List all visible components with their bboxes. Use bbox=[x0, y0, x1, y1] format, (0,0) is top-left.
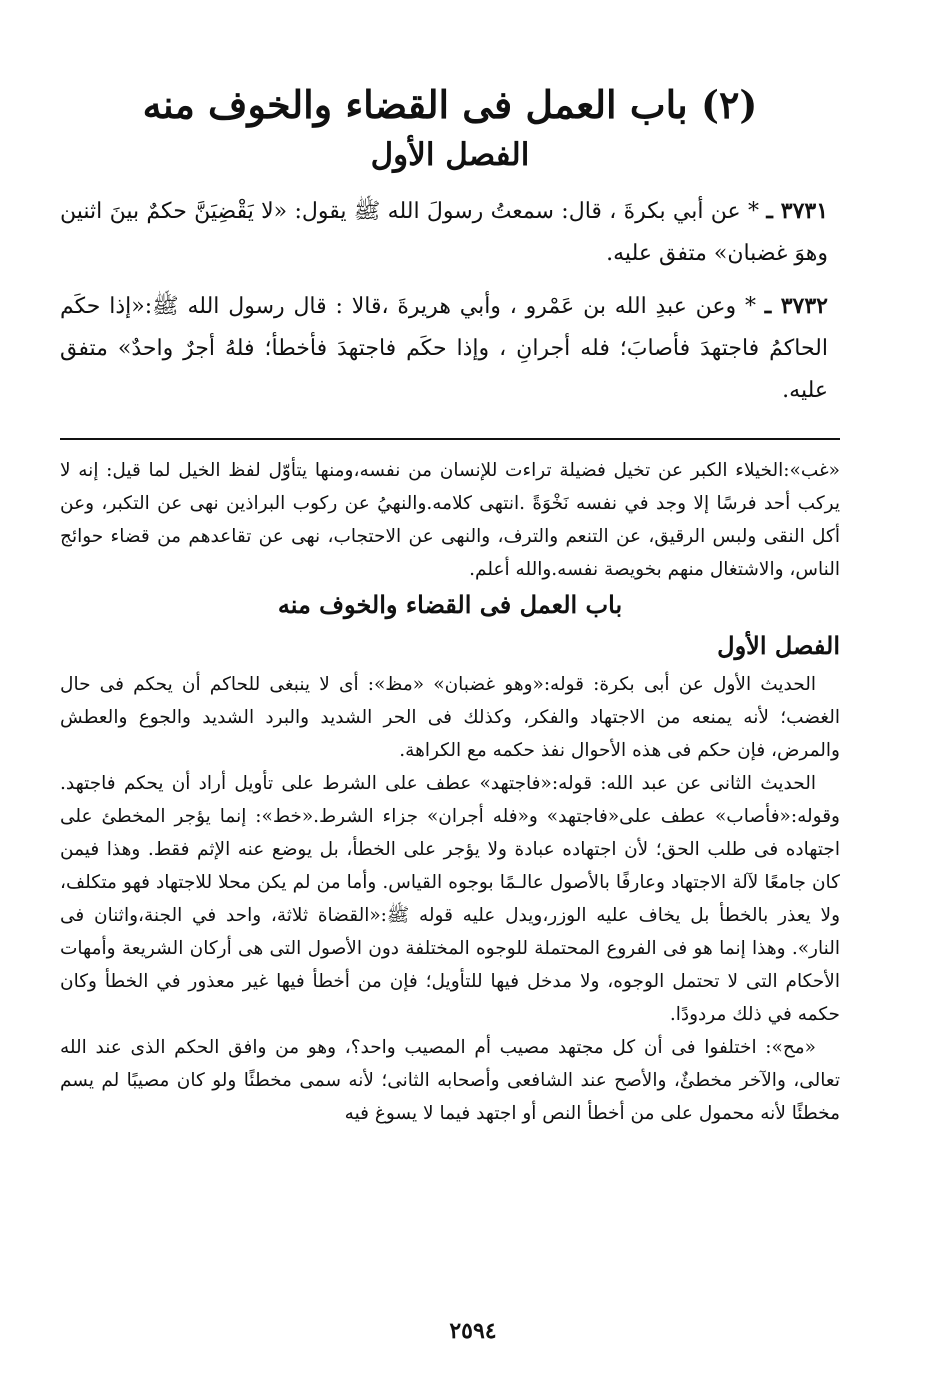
chapter-title: (٢) باب العمل فى القضاء والخوف منه bbox=[142, 82, 758, 127]
hadith-text: * عن أبي بكرةَ ، قال: سمعتُ رسولَ الله ﷺ يقول: «لا يَقْضِيَنَّ حكمٌ بينَ اثنين وهوَ غضبان» متفق عليه. bbox=[60, 199, 828, 266]
commentary-intro: «غب»:الخيلاء الكبر عن تخيل فضيلة تراءت للإنسان من نفسه،ومنها يتأوّل لفظ الخيل لما قيل: إنه لا يركب أحد فرسًا إلا وجد في نفسه نَخْوَةً .انتهى كلامه.والنهيُ عن ركوب البراذين نهى عن التكبر، وعن أكل النقى ولبس الرقيق، عن التنعم والترف، والنهى عن الاحتجاب، نهى عن تقاعدهم من قضاء حوائج الناس، والاشتغال منهم بخويصة نفسه.والله أعلم. bbox=[60, 460, 840, 580]
hadith-number: ٣٧٣١ ـ bbox=[766, 198, 829, 224]
hadith-3731 bbox=[60, 190, 828, 275]
section-title: الفصل الأول bbox=[370, 137, 530, 173]
commentary-section-title: الفصل الأول bbox=[717, 631, 840, 660]
commentary-chapter-title: باب العمل فى القضاء والخوف منه bbox=[277, 590, 623, 619]
commentary bbox=[60, 454, 840, 1130]
hadith-number: ٣٧٣٢ ـ bbox=[764, 293, 828, 319]
commentary-paragraph: الحديث الأول عن أبى بكرة: قوله:«وهو غضبان» «مظ»: أى لا ينبغى للحاكم أن يحكم فى حال الغضب؛ لأنه يمنعه من الاجتهاد والفكر، وكذلك فى الحر الشديد والبرد الشديد والجوع والعطش والمرض، فإن حكم فى هذه الأحوال نفذ حكمه مع الكراهة. bbox=[60, 674, 840, 761]
footnote-divider bbox=[60, 438, 840, 440]
hadith-text: * وعن عبدِ الله بن عَمْرو ، وأبي هريرةَ ،قالا : قال رسول الله ﷺ:«إذا حكَم الحاكمُ فاجتهدَ فأصابَ؛ فله أجرانِ ، وإذا حكَم فاجتهدَ فأخطأ؛ فلهُ أجرٌ واحدٌ» متفق عليه. bbox=[60, 294, 828, 403]
commentary-paragraph: الحديث الثانى عن عبد الله: قوله:«فاجتهد» عطف على الشرط على تأويل أراد أن يحكم فاجتهد. وقوله:«فأصاب» عطف على«فاجتهد» و«فله أجران» جزاء الشرط.«خط»: إنما يؤجر المخطئ على اجتهاده فى طلب الحق؛ لأن اجتهاده عبادة ولا يؤجر على الخطأ، بل يوضع عنه الإثم فقط. وهذا فيمن كان جامعًا لآلة الاجتهاد وعارفًا بالأصول عالـمًا بوجوه القياس. وأما من لم يكن محلا للاجتهاد فهو متكلف، ولا يعذر بالخطأ بل يخاف عليه الوزر،ويدل عليه قوله ﷺ:«القضاة ثلاثة، واحد في الجنة،واثنان فى النار». وهذا إنما هو فى الفروع المحتملة للوجوه المختلفة دون الأصول التى هى أركان الشريعة وأمهات الأحكام التى لا تحتمل الوجوه، ولا مدخل فيها للتأويل؛ فإن من أخطأ فيها غير معذور في الخطأ وكان حكمه في ذلك مردودًا. bbox=[60, 773, 840, 1025]
commentary-paragraph: «مح»: اختلفوا فى أن كل مجتهد مصيب أم المصيب واحد؟، وهو من وافق الحكم الذى عند الله تعالى، والآخر مخطئٌ، والأصح عند الشافعى وأصحابه الثانى؛ لأنه سمى مخطئًا ولو كان مصيبًا لم يسم مخطئًا لأنه محمول على من أخطأ النص أو اجتهد فيما لا يسوغ فيه bbox=[60, 1037, 840, 1124]
page-body bbox=[60, 78, 840, 1130]
page-number: ٢٥٩٤ bbox=[449, 1318, 497, 1344]
hadith-3732 bbox=[60, 285, 828, 412]
